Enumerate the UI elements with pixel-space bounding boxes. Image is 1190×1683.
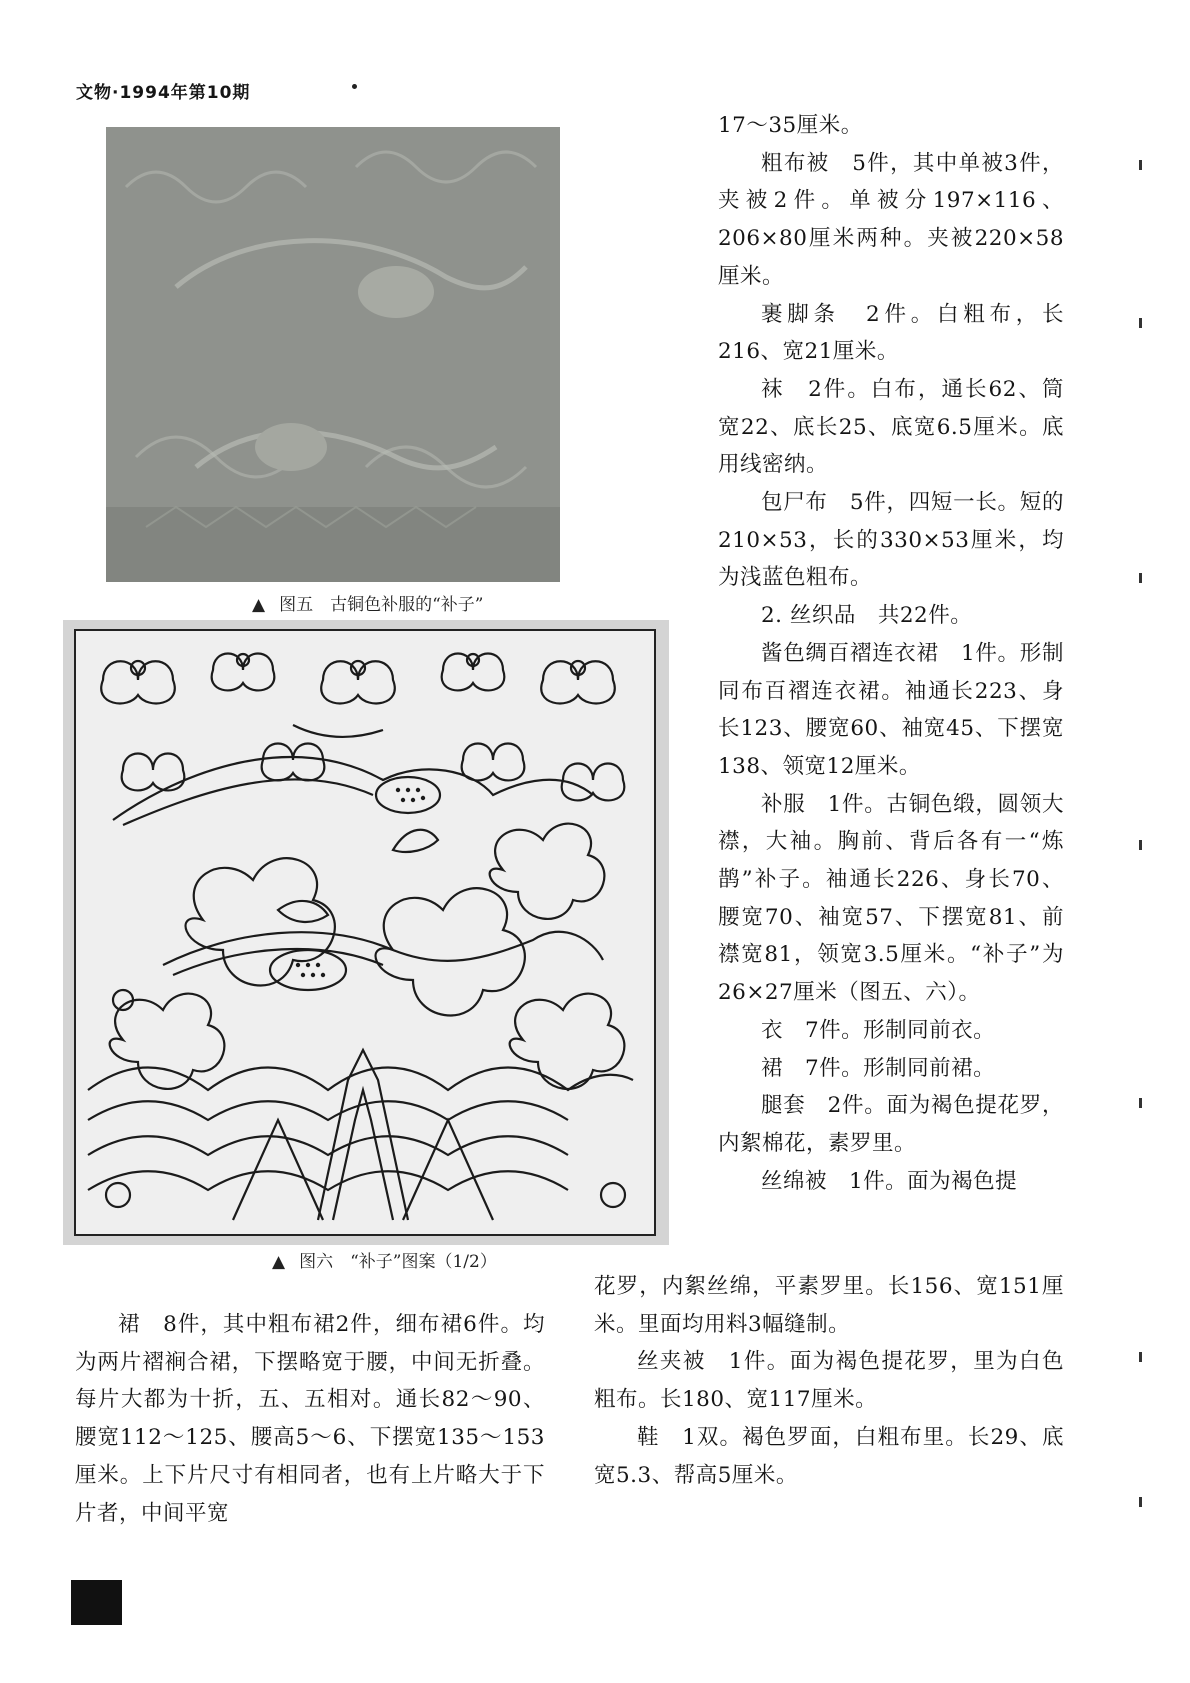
journal-header: 文物·1994年第10期 [76,83,251,103]
paragraph: 腿套 2件。面为褐色提花罗，内絮棉花，素罗里。 [718,1093,1064,1156]
paragraph: 补服 1件。古铜色缎，圆领大襟，大袖。胸前、背后各有一“炼鹊”补子。袖通长226、身长70、腰宽70、袖宽57、下摆宽81、前襟宽81，领宽3.5厘米。“补子”为26×27厘米（图五、六）。 [718,791,1064,1006]
paragraph: 酱色绸百褶连衣裙 1件。形制同布百褶连衣裙。袖通长223、身长123、腰宽60、袖宽45、下摆宽138、领宽12厘米。 [718,640,1064,779]
figure-5-photo [106,127,560,582]
margin-mark [1139,160,1142,170]
paragraph: 丝绵被 1件。面为褐色提 [761,1168,1018,1194]
paragraph: 鞋 1双。褐色罗面，白粗布里。长29、底宽5.3、帮高5厘米。 [594,1424,1064,1488]
right-column-top [718,107,1064,1200]
margin-mark [1139,318,1142,328]
paragraph: 丝夹被 1件。面为褐色提花罗，里为白色粗布。长180、宽117厘米。 [594,1349,1064,1413]
figure-6-caption-text: 图六 “补子”图案（1/2） [299,1252,497,1272]
margin-mark [1139,1497,1142,1507]
margin-mark [1139,1352,1142,1362]
figure-5-caption [252,590,483,615]
figure-5-caption-text: 图五 古铜色补服的“补子” [279,595,484,615]
header-dot [352,84,357,89]
paragraph: 裹脚条 2件。白粗布，长216、宽21厘米。 [718,301,1064,365]
figure-6-caption [272,1247,497,1272]
paragraph: 花罗，内絮丝绵，平素罗里。长156、宽151厘米。里面均用料3幅缝制。 [594,1274,1064,1337]
paragraph: 裙 8件，其中粗布裙2件，细布裙6件。均为两片褶裥合裙，下摆略宽于腰，中间无折叠。每片大都为十折，五、五相对。通长82～90、腰宽112～125、腰高5～6、下摆宽135～153厘米。上下片尺寸有相同者，也有上片略大于下片者，中间平宽 [75,1312,545,1526]
page-number-block [71,1580,122,1625]
triangle-marker-icon: ▲ [252,595,266,615]
paragraph: 袜 2件。白布，通长62、筒宽22、底长25、底宽6.5厘米。底用线密纳。 [718,376,1064,478]
paragraph: 包尸布 5件，四短一长。短的210×53，长的330×53厘米，均为浅蓝色粗布。 [718,490,1064,591]
left-column-bottom [75,1306,545,1532]
triangle-marker-icon: ▲ [272,1252,286,1272]
margin-mark [1139,840,1142,850]
figure-6-drawing [63,620,669,1245]
section-heading: 2. 丝织品 共22件。 [761,603,973,629]
paragraph: 衣 7件。形制同前衣。 [761,1017,996,1043]
paragraph: 裙 7件。形制同前裙。 [761,1055,996,1081]
margin-mark [1139,1098,1142,1108]
right-column-bottom [594,1268,1064,1494]
margin-mark [1139,573,1142,583]
paragraph: 粗布被 5件，其中单被3件，夹被2件。单被分197×116、206×80厘米两种。夹被220×58厘米。 [718,150,1064,289]
paragraph: 17～35厘米。 [718,113,863,138]
